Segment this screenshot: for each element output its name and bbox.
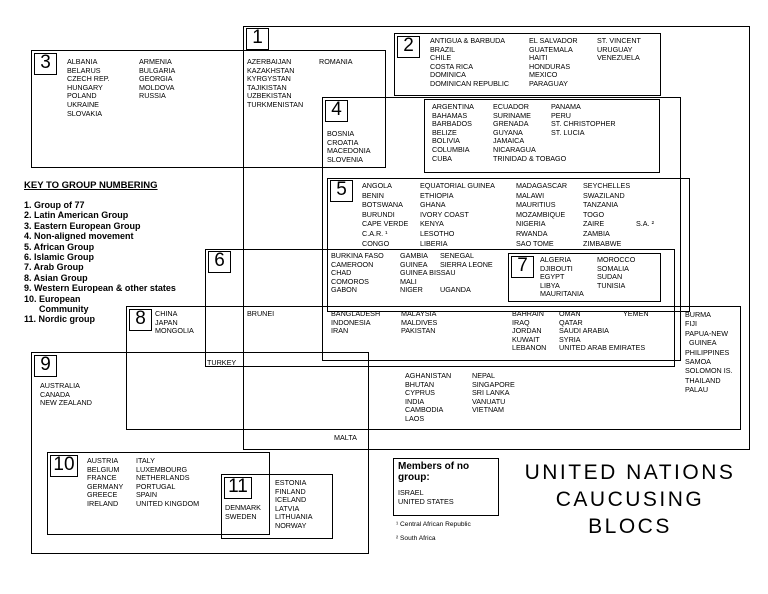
- list-g9-others: [40, 382, 92, 408]
- list-entry: FIJI: [685, 319, 697, 329]
- list-entry: GUYANA: [493, 127, 523, 137]
- list-entry: MAURITIUS: [516, 200, 556, 210]
- list-entry: VIETNAM: [472, 405, 504, 415]
- key-heading: KEY TO GROUP NUMBERING: [24, 180, 158, 191]
- list-entry: GHANA: [420, 200, 446, 210]
- list-entry: INDONESIA: [331, 317, 371, 327]
- list-entry: ARGENTINA: [432, 102, 474, 111]
- list-entry: ALBANIA: [67, 57, 98, 66]
- list-entry: HUNGARY: [67, 82, 103, 92]
- list-entry: GABON: [331, 285, 357, 295]
- list-entry: SAUDI ARABIA: [559, 326, 609, 336]
- list-entry: MAURITANIA: [540, 289, 584, 299]
- list-g2-b: [529, 37, 578, 89]
- list-entry: BURKINA FASO: [331, 251, 384, 260]
- list-entry: SLOVENIA: [327, 154, 363, 164]
- list-entry: NICARAGUA: [493, 144, 536, 154]
- list-entry: TUNISIA: [597, 280, 626, 290]
- list-entry: CZECH REP.: [67, 74, 110, 84]
- list-entry: LEBANON: [512, 343, 547, 353]
- list-entry: EL SALVADOR: [529, 36, 578, 45]
- list-entry: Community: [24, 304, 89, 315]
- group-3-number: 3: [34, 53, 57, 75]
- list-entry: LESOTHO: [420, 228, 455, 238]
- list-entry: SWEDEN: [225, 511, 257, 521]
- list-entry: GRENADA: [493, 119, 529, 129]
- group-10-number: 10: [50, 455, 78, 477]
- list-entry: LIBERIA: [420, 238, 448, 248]
- group-4-number: 4: [325, 100, 348, 122]
- list-entry: 6. Islamic Group: [24, 252, 95, 263]
- list-entry: IRAQ: [512, 317, 530, 327]
- list-entry: 4. Non-aligned movement: [24, 231, 134, 242]
- list-entry: SOMALIA: [597, 263, 629, 273]
- list-entry: FINLAND: [275, 486, 306, 496]
- list-g7-b: [597, 256, 635, 290]
- list-entry: ESTONIA: [275, 478, 307, 487]
- list-entry: ZAMBIA: [583, 228, 610, 238]
- list-entry: TOGO: [583, 209, 605, 219]
- list-entry: BELARUS: [67, 65, 101, 75]
- list-entry: 9. Western European & other states: [24, 283, 176, 294]
- list-entry: QATAR: [559, 317, 583, 327]
- list-entry: VANUATU: [472, 396, 506, 406]
- list-entry: UZBEKISTAN: [247, 91, 292, 101]
- list-entry: BENIN: [362, 190, 384, 200]
- list-entry: MALAWI: [516, 190, 545, 200]
- list-entry: COLUMBIA: [432, 144, 470, 154]
- list-entry: MOLDOVA: [139, 82, 175, 92]
- list-entry: CUBA: [432, 153, 452, 163]
- list-entry: SYRIA: [559, 334, 581, 344]
- list-g2-c: [597, 37, 641, 63]
- turkey-label: TURKEY: [207, 358, 237, 367]
- title-line-3: BLOCS: [588, 515, 672, 538]
- list-entry: AGHANISTAN: [405, 371, 452, 380]
- list-entry: GAMBIA: [400, 251, 428, 260]
- list-entry: CHAD: [331, 268, 352, 278]
- list-entry: ECUADOR: [493, 102, 529, 111]
- list-entry: KENYA: [420, 219, 444, 229]
- list-g8-arab-a: [512, 310, 546, 353]
- list-entry: [440, 269, 493, 278]
- title-line-2: CAUCUSING: [555, 488, 705, 511]
- list-entry: EQUATORIAL GUINEA: [420, 181, 495, 190]
- list-entry: LAOS: [405, 413, 425, 423]
- list-entry: 1. Group of 77: [24, 200, 85, 210]
- list-entry: PANAMA: [551, 102, 581, 111]
- list-entry: DOMINICAN REPUBLIC: [430, 78, 510, 88]
- list-entry: ITALY: [136, 456, 155, 465]
- list-entry: TANZANIA: [583, 200, 619, 210]
- list-entry: SPAIN: [136, 490, 158, 500]
- list-entry: LATVIA: [275, 503, 300, 513]
- list-entry: MADAGASCAR: [516, 181, 568, 190]
- list-entry: GUATEMALA: [529, 44, 573, 54]
- list-g7-a: [540, 256, 584, 299]
- list-entry: COSTA RICA: [430, 61, 473, 71]
- list-entry: SIERRA LEONE: [440, 259, 493, 269]
- list-entry: JAMAICA: [493, 136, 525, 146]
- list-entry: DOMINICA: [430, 70, 466, 80]
- list-entry: BANGLADESH: [331, 309, 381, 318]
- yemen-label: YEMEN: [623, 309, 649, 318]
- list-g2g4-c: [551, 103, 616, 137]
- list-entry: TAJIKISTAN: [247, 82, 287, 92]
- list-entry: KYRGYSTAN: [247, 74, 291, 84]
- list-entry: MALDIVES: [401, 317, 438, 327]
- list-entry: ROMANIA: [319, 57, 353, 66]
- list-entry: BOSNIA: [327, 129, 355, 138]
- list-entry: SRI LANKA: [472, 388, 510, 398]
- list-g6-africa-a: [331, 252, 384, 295]
- list-entry: BOLIVIA: [432, 136, 460, 146]
- list-entry: UKRAINE: [67, 99, 99, 109]
- list-entry: BHUTAN: [405, 379, 435, 389]
- list-g3-a: [67, 58, 110, 118]
- list-entry: ST. VINCENT: [597, 36, 641, 45]
- list-entry: CANADA: [40, 389, 70, 399]
- list-entry: RWANDA: [516, 228, 548, 238]
- list-g8-south-b: [472, 372, 515, 415]
- list-entry: MOROCCO: [597, 255, 636, 264]
- list-entry: TRINIDAD & TOBAGO: [493, 153, 567, 163]
- list-entry: PERU: [551, 110, 571, 120]
- list-entry: KAZAKHSTAN: [247, 65, 295, 75]
- list-entry: PALAU: [685, 385, 709, 395]
- list-entry: UNITED STATES: [398, 496, 454, 506]
- list-entry: NEW ZEALAND: [40, 398, 92, 408]
- list-entry: BELGIUM: [87, 464, 120, 474]
- footnote-1: ¹ Central African Republic: [396, 521, 471, 528]
- list-g2g4-a: [432, 103, 474, 163]
- list-entry: 5. African Group: [24, 241, 95, 252]
- list-entry: 11. Nordic group: [24, 314, 96, 325]
- list-entry: NIGER: [400, 285, 423, 295]
- group-11-number: 11: [224, 477, 252, 499]
- key-list: [24, 200, 176, 325]
- list-entry: CAMBODIA: [405, 405, 444, 415]
- list-g3-b: [139, 58, 175, 101]
- list-entry: PAPUA-NEW: [685, 328, 728, 338]
- list-entry: ALGERIA: [540, 255, 572, 264]
- list-g10-b: [136, 457, 199, 509]
- list-entry: SENEGAL: [440, 251, 474, 260]
- list-entry: CHINA: [155, 309, 178, 318]
- list-g4-balkans: [327, 130, 371, 164]
- list-entry: SWAZILAND: [583, 190, 625, 200]
- list-entry: PHILIPPINES: [685, 347, 730, 357]
- list-entry: NORWAY: [275, 520, 307, 530]
- list-entry: GUINEA BISSAU: [400, 268, 456, 278]
- list-entry: MACEDONIA: [327, 146, 371, 156]
- list-entry: C.A.R. ¹: [362, 228, 388, 238]
- list-entry: PAKISTAN: [401, 326, 436, 336]
- list-entry: 3. Eastern European Group: [24, 220, 141, 231]
- list-entry: FRANCE: [87, 473, 117, 483]
- list-entry: TURKMENISTAN: [247, 99, 304, 109]
- list-entry: BURUNDI: [362, 209, 395, 219]
- list-entry: URUGUAY: [597, 44, 633, 54]
- list-entry: ANGOLA: [362, 181, 392, 190]
- list-entry: ICELAND: [275, 495, 307, 505]
- list-entry: BELIZE: [432, 127, 457, 137]
- list-g11-other: [275, 479, 313, 531]
- list-entry: PORTUGAL: [136, 481, 176, 491]
- list-entry: ST. LUCIA: [551, 127, 585, 137]
- no-group-members: [398, 489, 496, 506]
- list-entry: UGANDA: [440, 285, 471, 295]
- list-entry: ARMENIA: [139, 57, 172, 66]
- list-entry: LITHUANIA: [275, 512, 313, 522]
- list-entry: BAHAMAS: [432, 110, 468, 120]
- list-entry: MALI: [400, 276, 417, 286]
- list-g5-a: [362, 181, 408, 248]
- list-entry: JAPAN: [155, 317, 178, 327]
- title-line-1: UNITED NATIONS: [524, 461, 736, 484]
- list-entry: GERMANY: [87, 481, 124, 491]
- list-entry: SINGAPORE: [472, 379, 515, 389]
- list-g8-pacific: [685, 310, 733, 395]
- list-g5-c: [516, 181, 567, 248]
- list-entry: BULGARIA: [139, 65, 176, 75]
- list-entry: SEYCHELLES: [583, 181, 631, 190]
- list-entry: MEXICO: [529, 70, 558, 80]
- list-entry: CROATIA: [327, 137, 359, 147]
- list-entry: 10. European: [24, 293, 81, 304]
- no-group-title: Members of no group:: [398, 461, 470, 483]
- list-entry: INDIA: [405, 396, 425, 406]
- list-g5-d: [583, 181, 630, 248]
- group-8-number: 8: [129, 309, 152, 331]
- list-entry: LUXEMBOURG: [136, 464, 188, 474]
- south-africa-label: S.A. ²: [636, 219, 654, 228]
- brunei-label: BRUNEI: [247, 309, 275, 318]
- list-entry: IRELAND: [87, 498, 119, 508]
- list-entry: UNITED ARAB EMIRATES: [559, 343, 646, 353]
- list-entry: CHILE: [430, 53, 452, 63]
- list-entry: BOTSWANA: [362, 200, 403, 210]
- list-entry: ANTIGUA & BARBUDA: [430, 36, 506, 45]
- list-entry: AZERBAIJAN: [247, 57, 292, 66]
- list-entry: CYPRUS: [405, 388, 435, 398]
- list-g8-south-a: [405, 372, 451, 424]
- list-g11-eu: [225, 504, 261, 521]
- list-entry: ETHIOPIA: [420, 190, 454, 200]
- list-g1-central-asia: [247, 58, 303, 110]
- list-entry: GUINEA: [400, 259, 428, 269]
- diagram-title: [510, 460, 750, 541]
- group-1-number: 1: [246, 28, 269, 50]
- group-2-number: 2: [397, 36, 420, 58]
- group-5-number: 5: [330, 180, 353, 202]
- list-entry: SLOVAKIA: [67, 108, 103, 118]
- list-entry: SOLOMON IS.: [685, 366, 733, 376]
- list-entry: THAILAND: [685, 375, 721, 385]
- list-entry: PARAGUAY: [529, 78, 568, 88]
- list-entry: NEPAL: [472, 371, 496, 380]
- group-7-number: 7: [511, 256, 534, 278]
- list-g5-b: [420, 181, 495, 248]
- list-entry: RUSSIA: [139, 91, 166, 101]
- list-entry: GUINEA: [685, 338, 717, 348]
- list-entry: CAMEROON: [331, 259, 374, 269]
- list-entry: MOZAMBIQUE: [516, 209, 566, 219]
- footnote-2: ² South Africa: [396, 535, 436, 542]
- list-entry: MALAYSIA: [401, 309, 437, 318]
- list-entry: SAMOA: [685, 356, 711, 366]
- list-entry: 8. Asian Group: [24, 272, 88, 283]
- list-entry: DJIBOUTI: [540, 263, 573, 273]
- list-entry: CAPE VERDE: [362, 219, 409, 229]
- list-g6-africa-c: [440, 252, 493, 295]
- group-6-number: 6: [208, 251, 231, 273]
- list-entry: NIGERIA: [516, 219, 546, 229]
- list-entry: VENEZUELA: [597, 53, 640, 63]
- list-entry: BURMA: [685, 310, 711, 319]
- list-entry: SURINAME: [493, 110, 531, 120]
- list-entry: SAO TOME: [516, 238, 554, 248]
- list-entry: DENMARK: [225, 503, 261, 512]
- list-entry: MONGOLIA: [155, 326, 194, 336]
- malta-label: MALTA: [334, 433, 357, 442]
- list-entry: BRAZIL: [430, 44, 456, 54]
- list-entry: LIBYA: [540, 280, 560, 290]
- list-entry: KUWAIT: [512, 334, 540, 344]
- list-g8-asia-b: [401, 310, 437, 336]
- list-entry: AUSTRIA: [87, 456, 119, 465]
- list-entry: NETHERLANDS: [136, 473, 190, 483]
- list-g1-romania: [319, 58, 353, 67]
- list-g8-asia-a: [331, 310, 380, 336]
- list-entry: 2. Latin American Group: [24, 210, 129, 221]
- list-entry: BARBADOS: [432, 119, 472, 129]
- list-entry: COMOROS: [331, 276, 369, 286]
- list-g2-a: [430, 37, 509, 89]
- list-entry: ZAIRE: [583, 219, 605, 229]
- list-entry: UNITED KINGDOM: [136, 498, 200, 508]
- list-entry: JORDAN: [512, 326, 542, 336]
- list-entry: ST. CHRISTOPHER: [551, 119, 616, 129]
- list-entry: HONDURAS: [529, 61, 571, 71]
- list-entry: AUSTRALIA: [40, 381, 80, 390]
- list-entry: OMAN: [559, 309, 581, 318]
- list-entry: CONGO: [362, 238, 390, 248]
- list-entry: SUDAN: [597, 272, 623, 282]
- list-entry: IVORY COAST: [420, 209, 469, 219]
- list-entry: POLAND: [67, 91, 97, 101]
- group-9-number: 9: [34, 355, 57, 377]
- list-entry: IRAN: [331, 326, 349, 336]
- list-entry: GREECE: [87, 490, 118, 500]
- list-entry: HAITI: [529, 53, 548, 63]
- list-entry: EGYPT: [540, 272, 565, 282]
- no-group-content: [398, 461, 496, 506]
- list-entry: BAHRAIN: [512, 309, 544, 318]
- list-entry: GEORGIA: [139, 74, 173, 84]
- list-entry: ZIMBABWE: [583, 238, 622, 248]
- list-entry: ISRAEL: [398, 488, 424, 497]
- list-entry: 7. Arab Group: [24, 262, 84, 273]
- list-g10-a: [87, 457, 123, 509]
